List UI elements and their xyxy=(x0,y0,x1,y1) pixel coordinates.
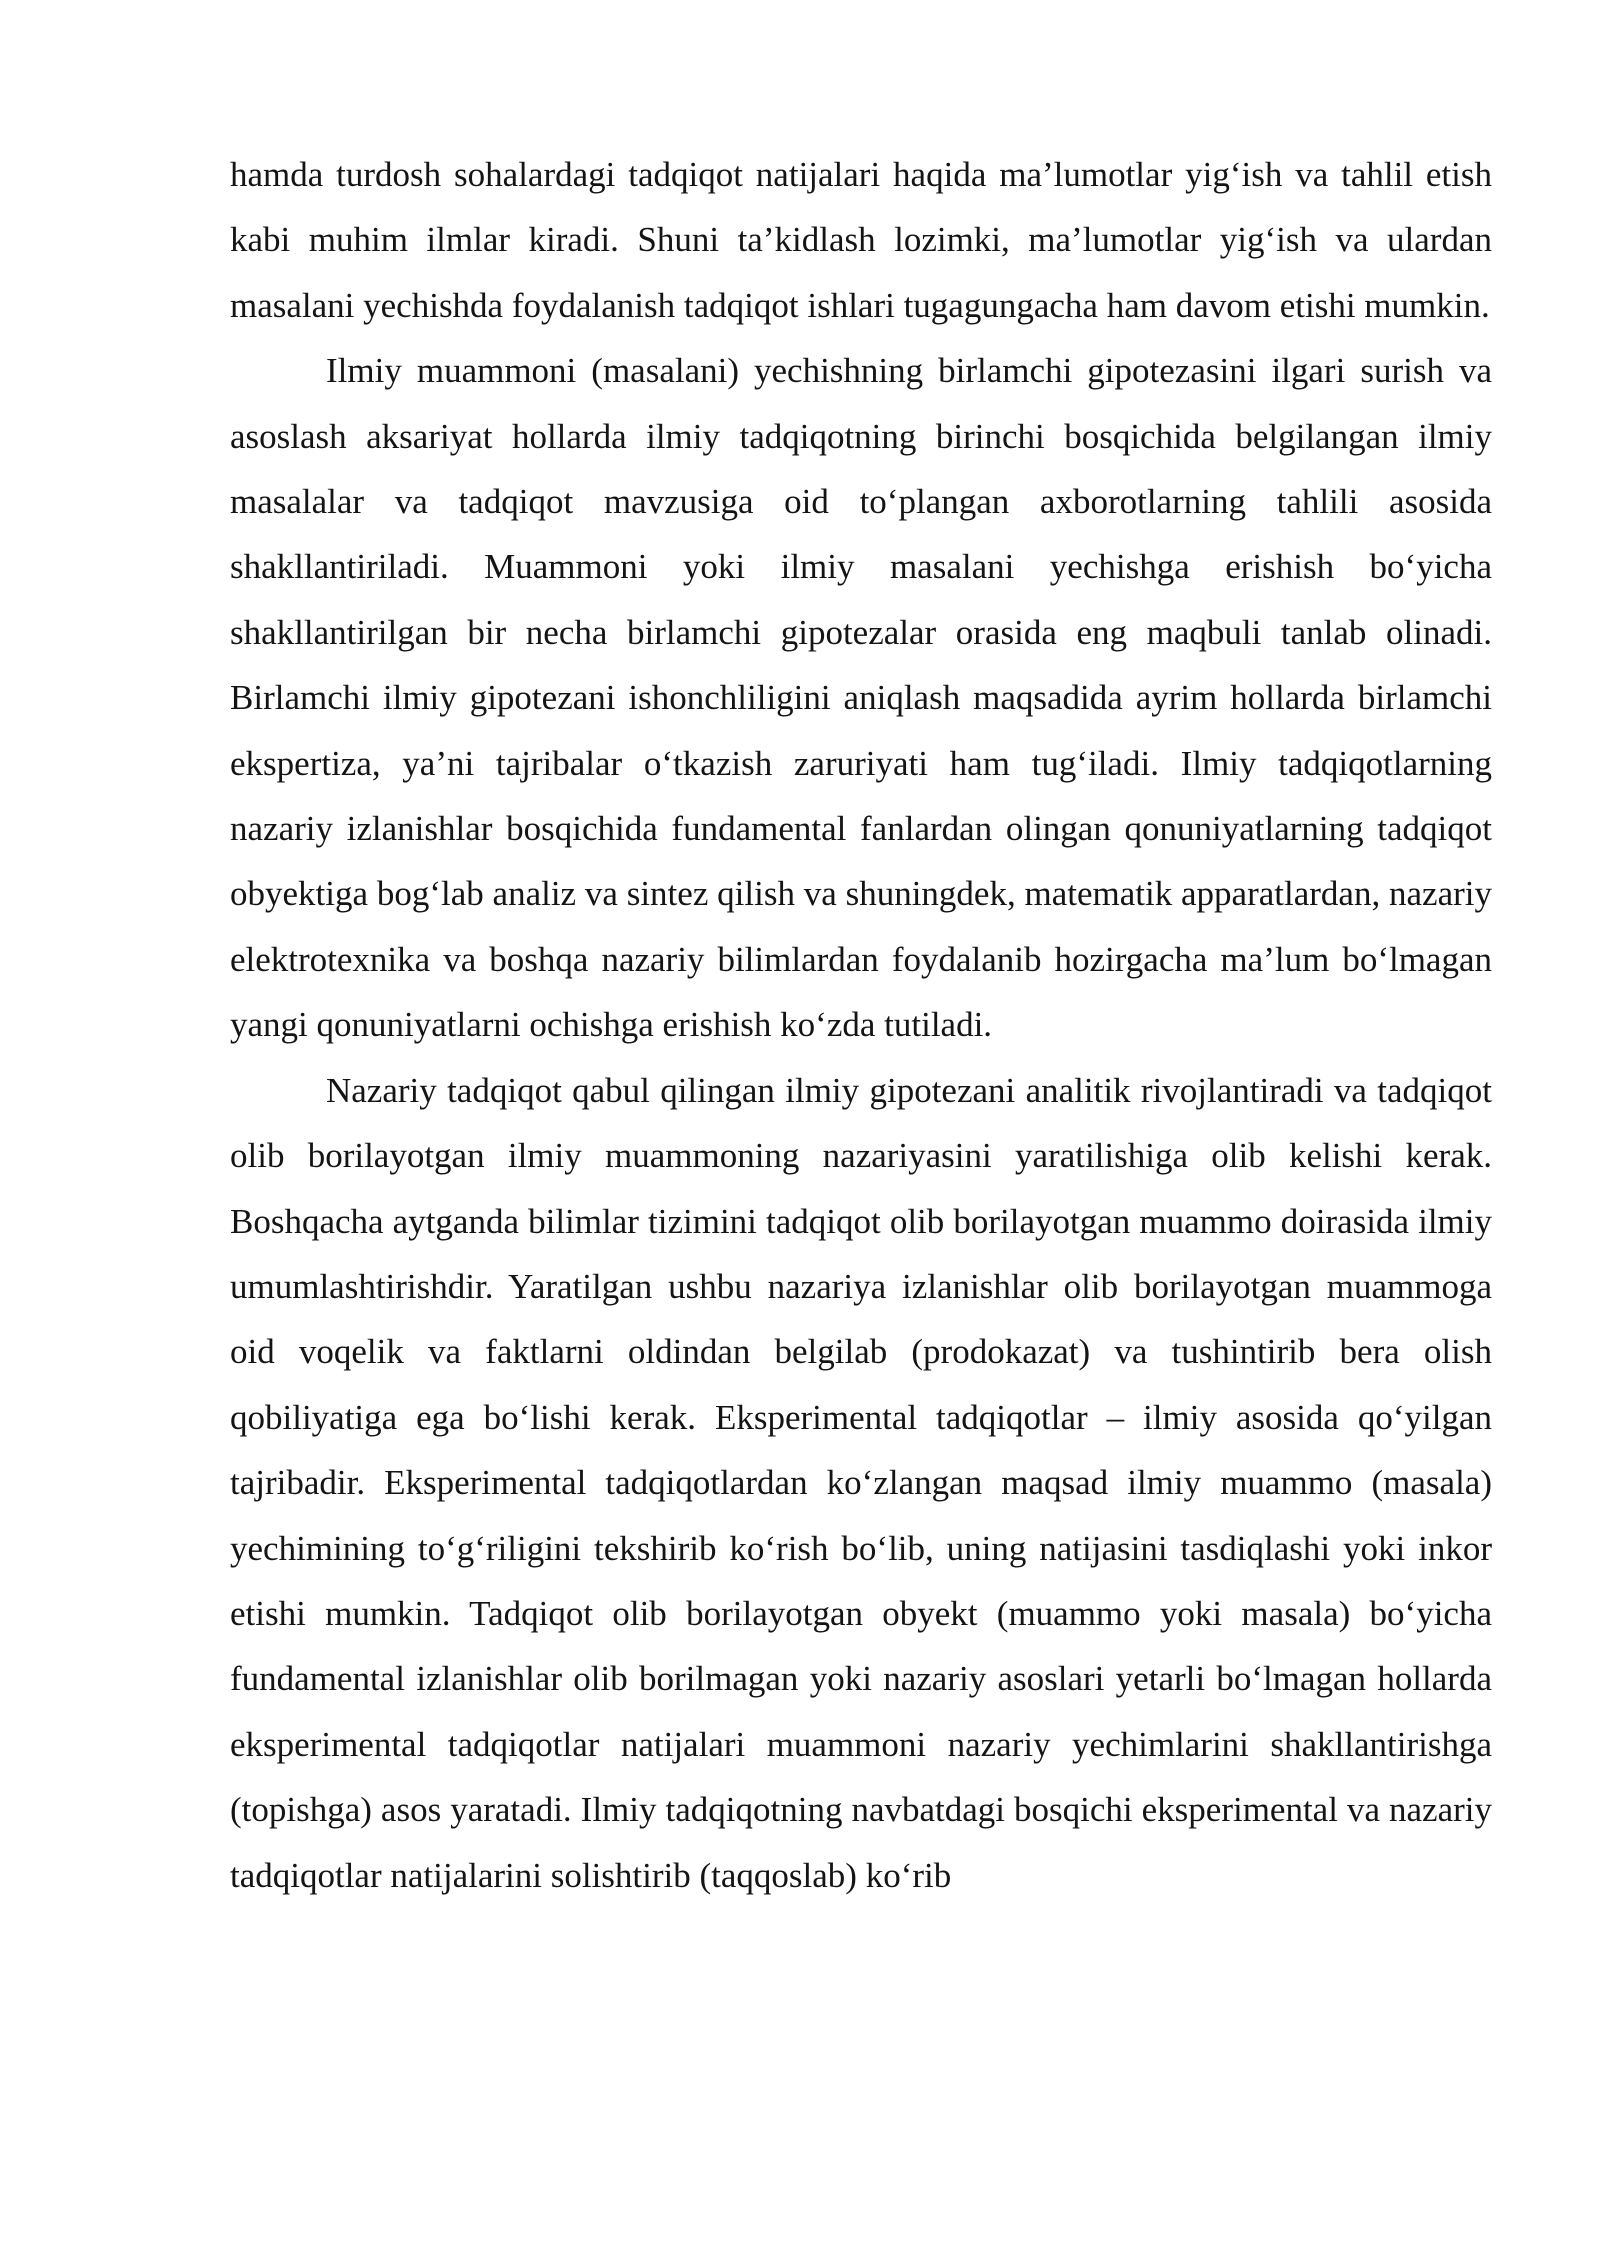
paragraph-hypothesis: Ilmiy muammoni (masalani) yechishning birlamchi gipotezasini ilgari surish va asoslash aksariyat hollarda ilmiy tadqiqotning birinchi bosqichida belgilangan ilmiy masalalar va tadqiqot mavzusiga oid to‘plangan axborotlarning tahlili asosida shakllantiriladi. Muammoni yoki ilmiy masalani yechishga erishish bo‘yicha shakllantirilgan bir necha birlamchi gipotezalar orasida eng maqbuli tanlab olinadi. Birlamchi ilmiy gipotezani ishonchliligini aniqlash maqsadida ayrim hollarda birlamchi ekspertiza, ya’ni tajribalar o‘tkazish zaruriyati ham tug‘iladi. Ilmiy tadqiqotlarning nazariy izlanishlar bosqichida fundamental fanlardan olingan qonuniyatlarning tadqiqot obyektiga bog‘lab analiz va sintez qilish va shuningdek, matematik apparatlardan, nazariy elektrotexnika va boshqa nazariy bilimlardan foydalanib hozirgacha ma’lum bo‘lmagan yangi qonuniyatlarni ochishga erishish ko‘zda tutiladi. xyxy=(230,351,1492,1045)
paragraph-theoretical-research: Nazariy tadqiqot qabul qilingan ilmiy gipotezani analitik rivojlantiradi va tadqiqot olib borilayotgan ilmiy muammoning nazariyasini yaratilishiga olib kelishi kerak. Boshqacha aytganda bilimlar tizimini tadqiqot olib borilayotgan muammo doirasida ilmiy umumlashtirishdir. Yaratilgan ushbu nazariya izlanishlar olib borilayotgan muammoga oid voqelik va faktlarni oldindan belgilab (prodokazat) va tushintirib bera olish qobiliyatiga ega bo‘lishi kerak. Eksperimental tadqiqotlar – ilmiy asosida qo‘yilgan tajribadir. Eksperimental tadqiqotlardan ko‘zlangan maqsad ilmiy muammo (masala) yechimining to‘g‘riligini tekshirib ko‘rish bo‘lib, uning natijasini tasdiqlashi yoki inkor etishi mumkin. Tadqiqot olib borilayotgan obyekt (muammo yoki masala) bo‘yicha fundamental izlanishlar olib borilmagan yoki nazariy asoslari yetarli bo‘lmagan hollarda eksperimental tadqiqotlar natijalari muammoni nazariy yechimlarini shakllantirishga (topishga) asos yaratadi. Ilmiy tadqiqotning navbatdagi bosqichi eksperimental va nazariy tadqiqotlar natijalarini solishtirib (taqqoslab) ko‘rib xyxy=(230,1070,1492,1895)
document-body xyxy=(230,142,1492,1908)
paragraph-continuation: hamda turdosh sohalardagi tadqiqot natijalari haqida ma’lumotlar yig‘ish va tahlil etish kabi muhim ilmlar kiradi. Shuni ta’kidlash lozimki, ma’lumotlar yig‘ish va ulardan masalani yechishda foydalanish tadqiqot ishlari tugagungacha ham davom etishi mumkin. xyxy=(230,155,1492,325)
